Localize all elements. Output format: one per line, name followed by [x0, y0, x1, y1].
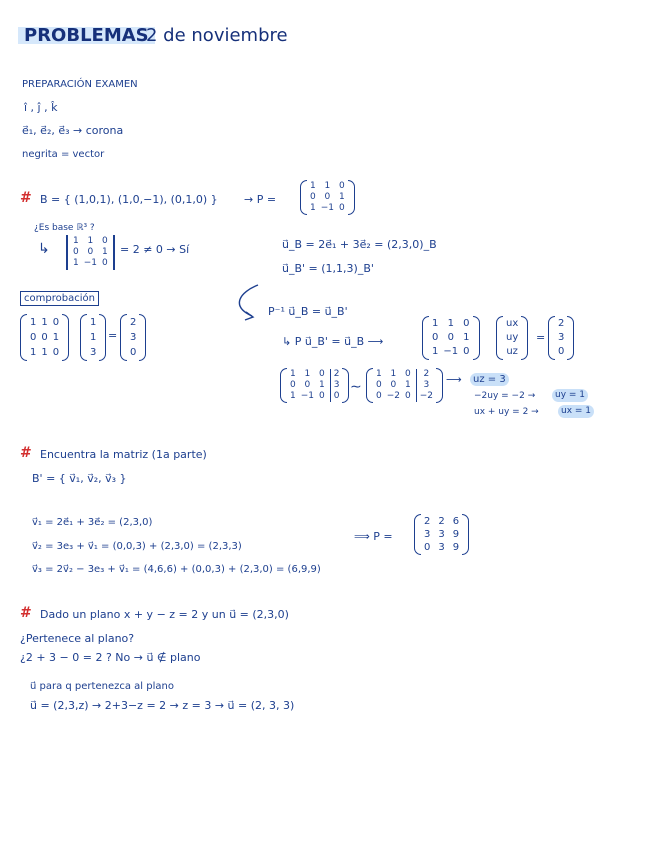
augmented-1-cell: 2 — [330, 369, 340, 380]
determinant-cell: 0 — [102, 236, 108, 246]
augmented-2-cell: −2 — [416, 391, 433, 402]
result-uz: uz = 3 — [470, 373, 509, 386]
is-basis-question: ¿Es base ℝ³ ? — [34, 223, 95, 233]
matrix-P-cell: 0 — [310, 192, 316, 202]
check-vector-cell: 1 — [90, 332, 97, 343]
check-equals: = — [108, 329, 118, 342]
check-vector-cell: 1 — [90, 317, 97, 328]
determinant-cell: 0 — [73, 247, 79, 257]
augmented-2-cell: 1 — [405, 380, 411, 390]
matrix-P-cell: 0 — [339, 181, 345, 191]
equation-ux: ux + uy = 2 → — [474, 407, 539, 417]
matrix-P2-cell: 3 — [424, 529, 431, 540]
system-matrix-cell: 0 — [447, 332, 454, 343]
system-rhs-cell: 3 — [558, 332, 565, 343]
det-result: = 2 ≠ 0 → Sí — [120, 243, 190, 256]
augmented-2-cell: 1 — [390, 369, 397, 379]
system-rhs — [548, 316, 574, 360]
equation-uy: −2uy = −2 → — [474, 391, 536, 401]
augmented-1-cell: 0 — [319, 391, 325, 401]
basis-B-prime: B' = { v⃗₁, v⃗₂, v⃗₃ } — [32, 472, 127, 485]
determinant-cell: 1 — [87, 236, 94, 246]
section3-title: Dado un plano x + y − z = 2 y un u⃗ = (2,3,0) — [40, 608, 289, 621]
matrix-P2-cell: 9 — [452, 542, 460, 553]
augmented-1-cell: 0 — [304, 380, 311, 390]
det-arrow: ↳ — [38, 241, 50, 257]
augmented-2-cell: 0 — [376, 380, 382, 390]
check-matrix-cell: 0 — [52, 347, 60, 358]
check-matrix-cell: 1 — [41, 317, 48, 328]
prep-unit-vectors: î , ĵ , k̂ — [24, 101, 58, 114]
system-matrix-cell: 1 — [432, 346, 439, 357]
augmented-1-cell: 1 — [304, 369, 311, 379]
check-matrix-cell: 1 — [30, 317, 37, 328]
vector-v1: v⃗₁ = 2e⃗₁ + 3e⃗₂ = (2,3,0) — [32, 517, 153, 528]
matrix-P2-cell: 2 — [424, 516, 431, 527]
augmented-2-cell: 1 — [376, 369, 382, 379]
matrix-P2-cell: 6 — [452, 516, 460, 527]
check-result-cell: 2 — [130, 317, 137, 328]
matrix-P-cell: −1 — [320, 203, 335, 213]
augmented-2-cell: 0 — [405, 369, 411, 379]
belongs-final: u⃗ = (2,3,z) → 2+3−z = 2 → z = 3 → u⃗ = (2, 3, 3) — [30, 699, 295, 712]
belongs-question: ¿Pertenece al plano? — [20, 632, 135, 645]
determinant-cell: 0 — [87, 247, 94, 257]
system-matrix-cell: 1 — [447, 318, 454, 329]
augmented-1-cell: 1 — [319, 380, 325, 390]
prep-basis-vectors: e⃗₁, e⃗₂, e⃗₃ → corona — [22, 124, 124, 137]
augmented-2-cell: −2 — [386, 391, 401, 401]
matrix-P-cell: 1 — [310, 181, 316, 191]
section1-hash: # — [20, 190, 32, 206]
check-vector-cell: 3 — [90, 347, 97, 358]
matrix-P-cell: 0 — [339, 203, 345, 213]
augmented-1-cell: 0 — [330, 391, 340, 402]
page-title: PROBLEMAS — [18, 27, 155, 44]
belongs-subtitle: u⃗ para q pertenezca al plano — [30, 681, 174, 692]
arrow-uz: ⟶ — [446, 373, 462, 386]
u-in-B-prime: u⃗_B' = (1,1,3)_B' — [282, 262, 374, 275]
determinant-cell: −1 — [83, 258, 98, 268]
prep-heading: PREPARACIÓN EXAMEN — [22, 79, 138, 90]
check-result-cell: 3 — [130, 332, 137, 343]
matrix-P2-cell: 3 — [438, 542, 445, 553]
system-matrix — [422, 316, 480, 360]
matrix-P-cell: 1 — [324, 181, 331, 191]
matrix-P-cell: 1 — [310, 203, 316, 213]
system-unknowns-cell: uz — [506, 346, 518, 357]
augmented-1-cell: 3 — [330, 380, 340, 391]
prep-bold-note: negrita = vector — [22, 149, 105, 160]
check-matrix-cell: 1 — [41, 347, 48, 358]
comprobacion-label: comprobación — [20, 291, 99, 306]
p-line: ↳ P u⃗_B' = u⃗_B ⟶ — [282, 335, 384, 348]
system-equals: = — [536, 331, 546, 344]
check-matrix-cell: 1 — [30, 347, 37, 358]
system-unknowns-cell: ux — [506, 318, 519, 329]
augmented-1-cell: 0 — [319, 369, 325, 379]
check-result-cell: 0 — [130, 347, 137, 358]
result-ux: ux = 1 — [558, 405, 594, 418]
augmented-2-cell: 0 — [390, 380, 397, 390]
augmented-1-cell: 1 — [290, 369, 296, 379]
page-date: 2 de noviembre — [146, 25, 288, 46]
check-matrix-cell: 0 — [30, 332, 37, 343]
augmented-2-cell: 2 — [416, 369, 433, 380]
matrix-P2-cell: 3 — [438, 529, 445, 540]
system-matrix-cell: 0 — [463, 318, 470, 329]
augmented-1-cell: 0 — [290, 380, 296, 390]
determinant-cell: 1 — [73, 258, 79, 268]
u-in-B: u⃗_B = 2e⃗₁ + 3e⃗₂ = (2,3,0)_B — [282, 238, 437, 251]
matrix-P2-cell: 9 — [452, 529, 460, 540]
system-matrix-cell: −1 — [443, 346, 459, 357]
section2-hash: # — [20, 445, 32, 461]
p-inverse-line: P⁻¹ u⃗_B = u⃗_B' — [268, 305, 348, 318]
augmented-2-cell: 3 — [416, 380, 433, 391]
augmented-matrix-2 — [366, 368, 443, 403]
result-uy: uy = 1 — [552, 389, 588, 402]
system-unknowns-cell: uy — [506, 332, 519, 343]
determinant-cell: 1 — [102, 247, 108, 257]
vector-v3: v⃗₃ = 2v⃗₂ − 3e₃ + v⃗₁ = (4,6,6) + (0,0,3) + (2,3,0) = (6,9,9) — [32, 564, 321, 575]
matrix-P2-cell: 0 — [424, 542, 431, 553]
determinant-cell: 1 — [73, 236, 79, 246]
system-matrix-cell: 0 — [432, 332, 439, 343]
matrix-P2-cell: 2 — [438, 516, 445, 527]
matrix-P-cell: 0 — [324, 192, 331, 202]
system-unknowns — [496, 316, 528, 360]
system-rhs-cell: 0 — [558, 346, 565, 357]
check-matrix-cell: 1 — [52, 332, 60, 343]
section3-hash: # — [20, 605, 32, 621]
check-matrix-cell: 0 — [41, 332, 48, 343]
arrow-P-label: → P = — [244, 193, 277, 206]
belongs-check: ¿2 + 3 − 0 = 2 ? No → u⃗ ∉ plano — [20, 651, 201, 664]
augmented-1-cell: 1 — [290, 391, 296, 401]
system-rhs-cell: 2 — [558, 318, 565, 329]
augmented-2-cell: 0 — [376, 391, 382, 401]
augmented-2-cell: 0 — [405, 391, 411, 401]
matrix-P-cell: 1 — [339, 192, 345, 202]
matrix-P2 — [414, 514, 469, 555]
tilde: ∼ — [350, 379, 362, 395]
system-matrix-cell: 0 — [463, 346, 470, 357]
determinant-cell: 0 — [102, 258, 108, 268]
augmented-matrix-1 — [280, 368, 349, 403]
augmented-1-cell: −1 — [300, 391, 315, 401]
system-matrix-cell: 1 — [463, 332, 470, 343]
basis-B: B = { (1,0,1), (1,0,−1), (0,1,0) } — [40, 193, 218, 206]
system-matrix-cell: 1 — [432, 318, 439, 329]
vector-v2: v⃗₂ = 3e₃ + v⃗₁ = (0,0,3) + (2,3,0) = (2,3,3) — [32, 541, 242, 552]
section2-title: Encuentra la matriz (1a parte) — [40, 448, 207, 461]
check-matrix-cell: 0 — [52, 317, 60, 328]
implies-P: ⟹ P = — [354, 530, 393, 543]
